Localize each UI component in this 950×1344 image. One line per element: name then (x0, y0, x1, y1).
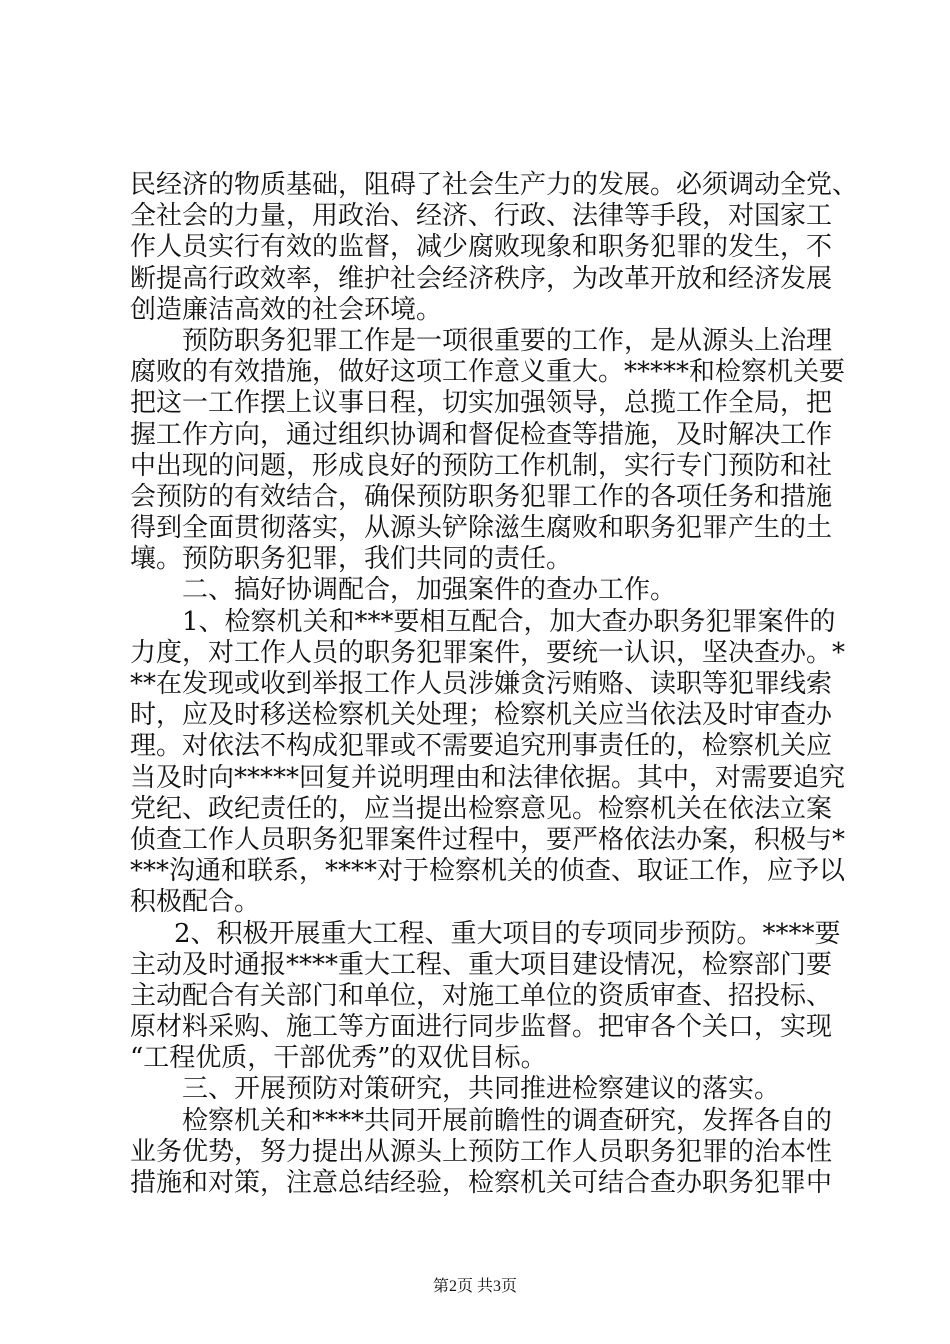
text-line: “工程优质，干部优秀”的双优目标。 (130, 1043, 547, 1074)
text-line: 会预防的有效结合，确保预防职务犯罪工作的各项任务和措施 (130, 481, 833, 512)
text-line: 得到全面贯彻落实，从源头铲除滋生腐败和职务犯罪产生的土 (130, 513, 833, 544)
text-line: **在发现或收到举报工作人员涉嫌贪污贿赂、读职等犯罪线索 (130, 669, 833, 699)
text-line: 原材料采购、施工等方面进行同步监督。把审各个关口，实现 (130, 1012, 833, 1043)
text-line: 主动配合有关部门和单位，对施工单位的资质审查、招投标、 (130, 980, 833, 1011)
text-line: 作人员实行有效的监督，减少腐败现象和职务犯罪的发生，不 (130, 232, 833, 263)
text-line: 党纪、政纪责任的，应当提出检察意见。检察机关在依法立案 (130, 793, 833, 824)
paragraph-start-line: 2、积极开展重大工程、重大项目的专项同步预防。****要 (174, 918, 841, 949)
text-line: 民经济的物质基础，阻碍了社会生产力的发展。必须调动全党、 (130, 170, 859, 200)
text-line: 创造廉洁高效的社会环境。 (130, 294, 443, 325)
text-line: 措施和对策，注意总结经验，检察机关可结合查办职务犯罪中 (130, 1168, 833, 1198)
page-number-footer: 第2页 共3页 (432, 1278, 517, 1295)
text-line: 时，应及时移送检察机关处理；检察机关应当依法及时审查办 (130, 700, 833, 731)
text-line: 壤。预防职务犯罪，我们共同的责任。 (130, 544, 573, 575)
section-heading: 三、开展预防对策研究，共同推进检察建议的落实。 (182, 1074, 781, 1105)
text-line: 侦查工作人员职务犯罪案件过程中，要严格依法办案，积极与* (130, 824, 846, 855)
paragraph-start-line: 检察机关和****共同开展前瞻性的调查研究，发挥各自的 (182, 1105, 833, 1136)
text-line: 积极配合。 (130, 887, 261, 918)
text-line: 腐败的有效措施，做好这项工作意义重大。*****和检察机关要 (130, 357, 846, 388)
text-line: 力度，对工作人员的职务犯罪案件，要统一认识，坚决查办。* (130, 637, 846, 668)
paragraph-start-line: 预防职务犯罪工作是一项很重要的工作，是从源头上治理 (182, 325, 833, 356)
document-body (130, 170, 859, 1199)
text-line: 业务优势，努力提出从源头上预防工作人员职务犯罪的治本性 (130, 1136, 833, 1167)
text-line: 全社会的力量，用政治、经济、行政、法律等手段，对国家工 (130, 201, 833, 232)
text-line: 中出现的问题，形成良好的预防工作机制，实行专门预防和社 (130, 450, 833, 481)
text-line: 把这一工作摆上议事日程，切实加强领导，总揽工作全局，把 (130, 388, 833, 419)
text-line: 主动及时通报****重大工程、重大项目建设情况，检察部门要 (130, 949, 833, 980)
section-heading: 二、搞好协调配合，加强案件的查办工作。 (182, 575, 677, 606)
text-line: 当及时向*****回复并说明理由和法律依据。其中，对需要追究 (130, 762, 846, 793)
text-line: ***沟通和联系，****对于检察机关的侦查、取证工作，应予以 (130, 856, 846, 887)
text-line: 理。对依法不构成犯罪或不需要追究刑事责任的，检察机关应 (130, 731, 833, 762)
paragraph-start-line: 1、检察机关和***要相互配合，加大查办职务犯罪案件的 (182, 606, 836, 637)
text-line: 握工作方向，通过组织协调和督促检查等措施，及时解决工作 (130, 419, 833, 450)
text-line: 断提高行政效率，维护社会经济秩序，为改革开放和经济发展 (130, 263, 833, 294)
